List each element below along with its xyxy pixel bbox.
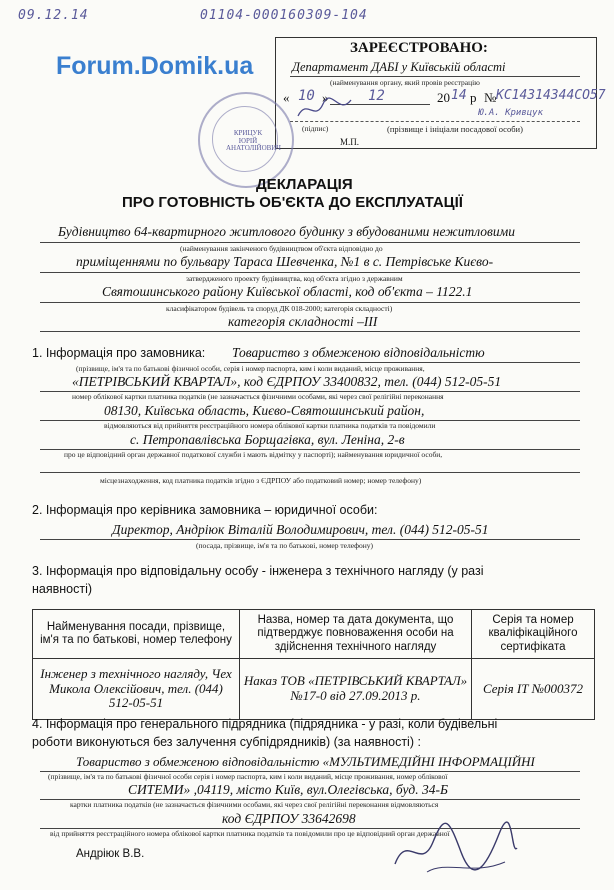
object-line-4: категорія складності –ІІІ: [228, 314, 378, 329]
section3-label-line-1: 3. Інформація про відповідальну особу - інженера з технічного нагляду (у разі: [32, 564, 484, 578]
section2-value: Директор, Андріюк Віталій Володимирович, тел. (044) 512-05-51: [112, 522, 489, 537]
stamp-year-suffix: 14: [451, 88, 467, 103]
stamp-signature-scribble: [295, 94, 355, 126]
section1-value-3: 08130, Київська область, Києво-Святошинський район,: [104, 403, 425, 418]
section4-label-line-2: роботи виконуються без залучення субпідрядників) (за наявності) :: [32, 735, 421, 749]
stamp-number: КС14314344СО57: [496, 88, 606, 103]
stamp-name-caption: (прізвище і ініціали посадової особи): [387, 124, 523, 134]
section4-caption-1: (прізвище, ім'я та по батькові фізичної особи серія і номер паспорта, ким і коли виданий, місце проживання, номер облікової: [48, 772, 448, 781]
object-caption-1: (найменування закінченого будівництвом об'єкта відповідно до: [180, 244, 383, 253]
table-cell: Інженер з технічного нагляду, Чех Микола Олексійович, тел. (044) 512-05-51: [33, 659, 240, 720]
stamp-day: 10: [298, 88, 315, 104]
table-row: [33, 659, 595, 720]
handwritten-reg-number: 01104-000160309-104: [200, 8, 368, 23]
stamp-year-label: р: [470, 90, 477, 105]
watermark-logo: Forum.Domik.ua: [56, 52, 254, 80]
section4-value-2: СИТЕМИ» ,04119, місто Київ, вул.Олегівська, буд. 34-Б: [128, 782, 448, 797]
engineer-table: [32, 609, 595, 720]
section3-label-line-2: наявності): [32, 582, 93, 596]
stamp-title: ЗАРЕЄСТРОВАНО:: [350, 40, 488, 56]
stamp-signature-caption: (підпис): [302, 124, 329, 133]
section1-caption-4: про це відповідний орган державної податкової служби і мають відмітку у паспорті); найменування юридичної особи,: [64, 450, 443, 459]
stamp-month: 12: [368, 88, 385, 104]
section4-caption-3: від прийняття реєстраційного номера облікової картки платника податків та повідомили про це відповідний орган державної: [50, 829, 450, 838]
section1-label: 1. Інформація про замовника:: [32, 346, 206, 360]
section4-caption-2: картки платника податків (не зазначається фізичними особами, які через свої релігійні переконання відмовляються: [70, 800, 439, 809]
section1-caption-2: номер облікової картки платника податків (не зазначається фізичними особами, які через свої релігійні переконання: [72, 392, 444, 401]
section2-caption: (посада, прізвище, ім'я та по батькові, номер телефону): [196, 541, 374, 550]
handwritten-date: 09.12.14: [18, 8, 89, 23]
stamp-department: Департамент ДАБІ у Київській області: [292, 60, 506, 74]
table-header-row: [33, 610, 595, 659]
table-header-cell: Найменування посади, прізвище, ім'я та по батькові, номер телефону: [33, 610, 240, 659]
stamp-number-label: №: [484, 90, 497, 105]
stamp-official-name: Ю.А. Кривцук: [478, 108, 544, 118]
object-caption-2: затвердженого проекту будівництва, код об'єкта згідно з державним: [186, 274, 403, 283]
seal-text: КРИЦУК ЮРІЙ АНАТОЛІЙОВИЧ: [226, 129, 281, 153]
section1-caption-1: (прізвище, ім'я та по батькові фізичної особи, серія і номер паспорта, ким і коли виданий, місце проживання,: [76, 364, 425, 373]
object-line-2: приміщеннями по бульвару Тараса Шевченка, №1 в с. Петрівське Києво-: [76, 254, 494, 269]
stamp-date-open: «: [283, 90, 290, 105]
table-cell: Серія ІТ №000372: [472, 659, 595, 720]
object-line-1: Будівництво 64-квартирного житлового будинку з вбудованими нежитловими: [58, 224, 515, 239]
section4-value-1: Товариство з обмеженою відповідальністю «МУЛЬТИМЕДІЙНІ ІНФОРМАЦІЙНІ: [76, 754, 535, 769]
table-header-cell: Назва, номер та дата документа, що підтверджує повноваження особи на здійснення технічного нагляду: [240, 610, 472, 659]
section1-caption-5: місцезнаходження, код платника податків згідно з ЄДРПОУ або податковий номер; номер телефону): [100, 476, 422, 485]
document-title: ДЕКЛАРАЦІЯ: [256, 176, 353, 193]
section1-value-2: «ПЕТРІВСЬКИЙ КВАРТАЛ», код ЄДРПОУ 33400832, тел. (044) 512-05-51: [72, 374, 502, 389]
object-line-3: Святошинського району Київської області, код об'єкта – 1122.1: [102, 284, 473, 299]
section1-value-4: с. Петропавлівська Борщагівка, вул. Леніна, 2-в: [130, 432, 405, 447]
table-cell: Наказ ТОВ «ПЕТРІВСЬКИЙ КВАРТАЛ» №17-0 від 27.09.2013 р.: [240, 659, 472, 720]
stamp-department-caption: (найменування органу, який провів реєстрацію: [330, 78, 480, 87]
stamp-mp: М.П.: [340, 137, 360, 147]
object-caption-3: класифікатором будівель та споруд ДК 018-2000; категорія складності): [166, 304, 393, 313]
section1-value-1: Товариство з обмеженою відповідальністю: [232, 345, 485, 360]
section4-value-3: код ЄДРПОУ 33642698: [222, 811, 356, 826]
section4-label-line-1: 4. Інформація про генерального підрядника (підрядника - у разі, коли будівельні: [32, 717, 498, 731]
document-subtitle: ПРО ГОТОВНІСТЬ ОБ'ЄКТА ДО ЕКСПЛУАТАЦІЇ: [122, 194, 463, 211]
section2-label: 2. Інформація про керівника замовника – юридичної особи:: [32, 503, 378, 517]
signature-image: [387, 812, 522, 882]
stamp-date-close: »: [322, 90, 329, 105]
signer-name: Андріюк В.В.: [76, 848, 145, 860]
stamp-year-prefix: 20: [437, 90, 450, 105]
table-header-cell: Серія та номер кваліфікаційного сертифіката: [472, 610, 595, 659]
section1-caption-3: відмовляються від прийняття реєстраційного номера облікової картки платника податків та повідомили: [104, 421, 436, 430]
